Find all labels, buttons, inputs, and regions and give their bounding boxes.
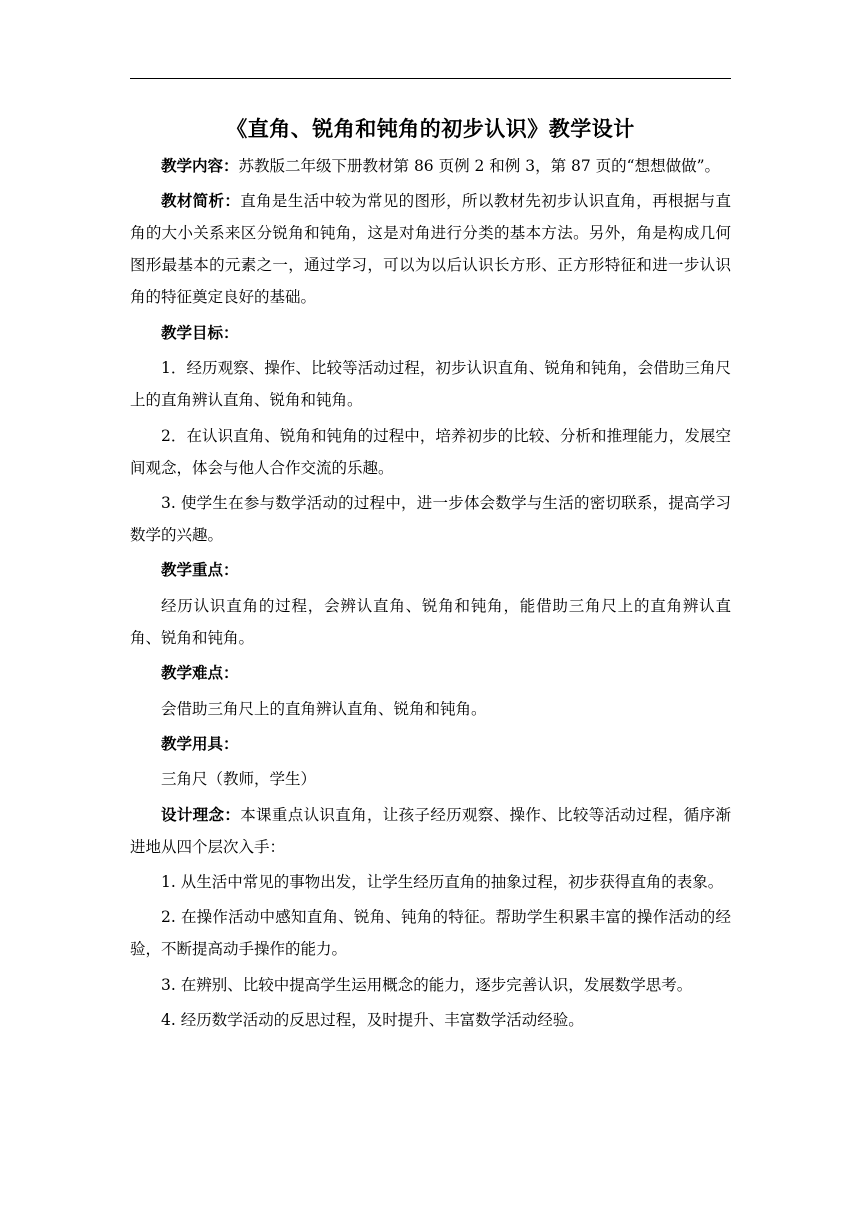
teaching-goal-3: 3. 使学生在参与数学活动的过程中，进一步体会数学与生活的密切联系，提高学习数学的兴趣。 xyxy=(130,493,731,544)
key-point-heading xyxy=(130,554,731,586)
key-point-label: 教学重点： xyxy=(161,560,239,580)
teaching-content-label: 教学内容： xyxy=(161,156,239,175)
tools-heading xyxy=(130,728,731,760)
teaching-goals-heading xyxy=(130,317,731,349)
difficulty-heading xyxy=(130,657,731,689)
design-concept-label: 设计理念： xyxy=(161,804,241,824)
teaching-goal-2: 2．在认识直角、锐角和钝角的过程中，培养初步的比较、分析和推理能力，发展空间观念，体会与他人合作交流的乐趣。 xyxy=(130,426,731,477)
teaching-goal-1: 1．经历观察、操作、比较等活动过程，初步认识直角、锐角和钝角，会借助三角尺上的直角辨认直角、锐角和钝角。 xyxy=(130,359,731,410)
document-body xyxy=(130,150,731,1040)
tools-text: 三角尺（教师，学生） xyxy=(161,770,317,789)
design-concept-item-1: 1. 从生活中常见的事物出发，让学生经历直角的抽象过程，初步获得直角的表象。 xyxy=(161,873,724,892)
teaching-goals-label: 教学目标： xyxy=(161,322,239,342)
design-concept-item-3: 3. 在辨别、比较中提高学生运用概念的能力，逐步完善认识，发展数学思考。 xyxy=(161,975,693,994)
header-rule xyxy=(130,78,731,79)
textbook-analysis-paragraph xyxy=(130,185,731,313)
design-concept-item-2: 2. 在操作活动中感知直角、锐角、钝角的特征。帮助学生积累丰富的操作活动的经验，不断提高动手操作的能力。 xyxy=(130,908,731,959)
key-point-text: 经历认识直角的过程，会辨认直角、锐角和钝角，能借助三角尺上的直角辨认直角、锐角和钝角。 xyxy=(130,596,731,647)
difficulty-label: 教学难点： xyxy=(161,663,239,683)
teaching-content-text: 苏教版二年级下册教材第 86 页例 2 和例 3，第 87 页的“想想做做”。 xyxy=(238,157,721,175)
document-title: 《直角、锐角和钝角的初步认识》教学设计 xyxy=(226,116,635,141)
design-concept-text: 本课重点认识直角，让孩子经历观察、操作、比较等活动过程，循序渐进地从四个层次入手： xyxy=(130,805,731,856)
tools-label: 教学用具： xyxy=(161,733,239,753)
textbook-analysis-text: 直角是生活中较为常见的图形，所以教材先初步认识直角，再根据与直角的大小关系来区分锐角和钝角，这是对角进行分类的基本方法。另外，角是构成几何图形最基本的元素之一，通过学习，可以为以后认识长方形、正方形特征和进一步认识角的特征奠定良好的基础。 xyxy=(130,192,731,307)
difficulty-text: 会借助三角尺上的直角辨认直角、锐角和钝角。 xyxy=(161,699,487,718)
textbook-analysis-label: 教材简析： xyxy=(161,191,241,211)
design-concept-paragraph xyxy=(130,799,731,863)
design-concept-item-4: 4. 经历数学活动的反思过程，及时提升、丰富数学活动经验。 xyxy=(161,1011,584,1030)
teaching-content-paragraph xyxy=(130,150,731,182)
